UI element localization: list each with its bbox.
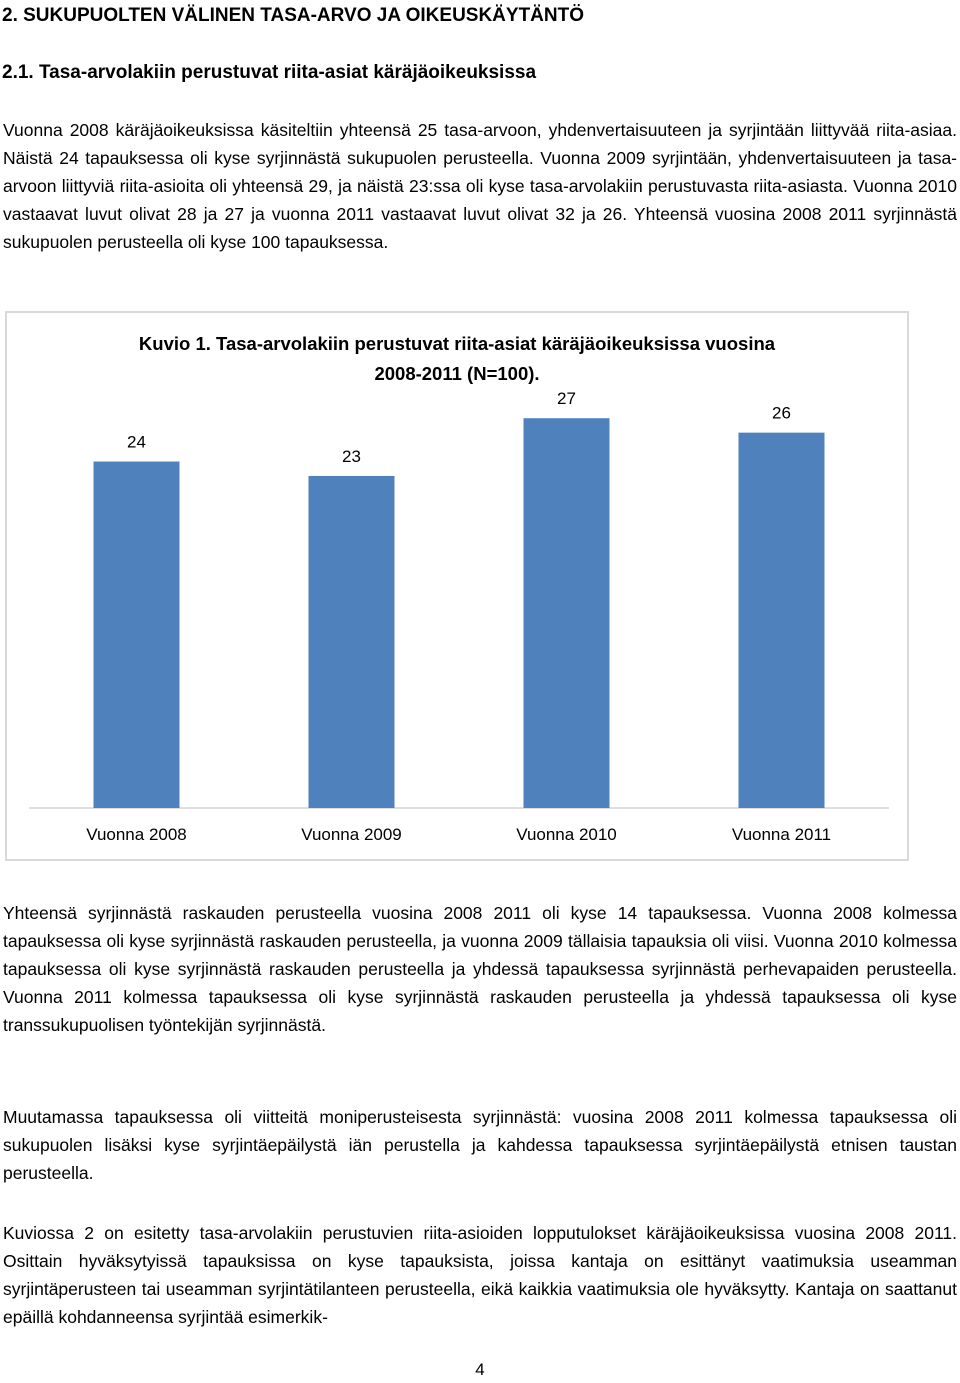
data-label-3: 27 <box>557 389 576 409</box>
bar-2 <box>309 476 395 808</box>
paragraph-3: Muutamassa tapauksessa oli viitteitä moniperusteisesta syrjinnästä: vuosina 2008 2011 kolmessa tapauksessa oli sukupuolen lisäksi kyse syrjintäepäilystä iän perustella ja kahdessa tapauksessa syrjintäepäilystä etnisen taustan perusteella. <box>3 1107 957 1183</box>
paragraph-4: Kuviossa 2 on esitetty tasa-arvolakiin perustuvien riita-asioiden lopputulokset käräjäoikeuksissa vuosina 2008 2011. Osittain hyväksytyissä tapauksissa on kyse tapauksista, joissa kantaja on esittänyt vaatimuksia useamman syrjintäperusteen tai useamman syrjintätilanteen perusteella, eikä kaikkia vaatimuksia ole hyväksytty. Kantaja on saattanut epäillä kohdanneensa syrjintää esimerkik- <box>3 1223 957 1327</box>
subsection-heading: 2.1. Tasa-arvolakiin perustuvat riita-asiat käräjäoikeuksissa <box>2 62 537 83</box>
data-label-4: 26 <box>772 403 791 423</box>
category-label-2: Vuonna 2009 <box>301 825 402 844</box>
chart-frame <box>5 311 909 861</box>
section-heading: 2. SUKUPUOLTEN VÄLINEN TASA-ARVO JA OIKEUSKÄYTÄNTÖ <box>2 5 585 26</box>
bar-3 <box>524 418 610 808</box>
category-label-4: Vuonna 2011 <box>731 825 832 844</box>
bar-4 <box>739 433 825 808</box>
category-label-3: Vuonna 2010 <box>516 825 617 844</box>
data-label-1: 24 <box>127 432 146 452</box>
category-label-1: Vuonna 2008 <box>86 825 187 844</box>
bar-1 <box>94 462 180 808</box>
paragraph-1: Vuonna 2008 käräjäoikeuksissa käsiteltiin yhteensä 25 tasa-arvoon, yhdenvertaisuuteen ja syrjintään liittyvää riita-asiaa. Näistä 24 tapauksessa oli kyse syrjinnästä sukupuolen perusteella. Vuonna 2009 syrjintään, yhdenvertaisuuteen ja tasa-arvoon liittyviä riita-asioita oli yhteensä 29, ja näistä 23:ssa oli kyse tasa-arvolakiin perustuvasta riita-asiasta. Vuonna 2010 vastaavat luvut olivat 28 ja 27 ja vuonna 2011 vastaavat luvut olivat 32 ja 26. Yhteensä vuosina 2008 2011 syrjinnästä sukupuolen perusteella oli kyse 100 tapauksessa. <box>3 120 957 252</box>
paragraph-2: Yhteensä syrjinnästä raskauden perusteella vuosina 2008 2011 oli kyse 14 tapauksessa. Vuonna 2008 kolmessa tapauksessa oli kyse syrjinnästä raskauden perusteella, ja vuonna 2009 tällaisia tapauksia oli viisi. Vuonna 2010 kolmessa tapauksessa oli kyse syrjinnästä raskauden perusteella ja yhdessä tapauksessa syrjinnästä perhevapaiden perusteella. Vuonna 2011 kolmessa tapauksessa oli kyse syrjinnästä raskauden perusteella ja yhdessä tapauksessa oli kyse transsukupuolisen työntekijän syrjinnästä. <box>3 903 957 1035</box>
data-label-2: 23 <box>342 446 361 466</box>
page-number: 4 <box>475 1360 485 1379</box>
chart-title-line1: Kuvio 1. Tasa-arvolakiin perustuvat riita-asiat käräjäoikeuksissa vuosina <box>138 333 776 354</box>
bar-chart <box>7 313 907 859</box>
chart-title-line2: 2008-2011 (N=100). <box>374 363 540 384</box>
